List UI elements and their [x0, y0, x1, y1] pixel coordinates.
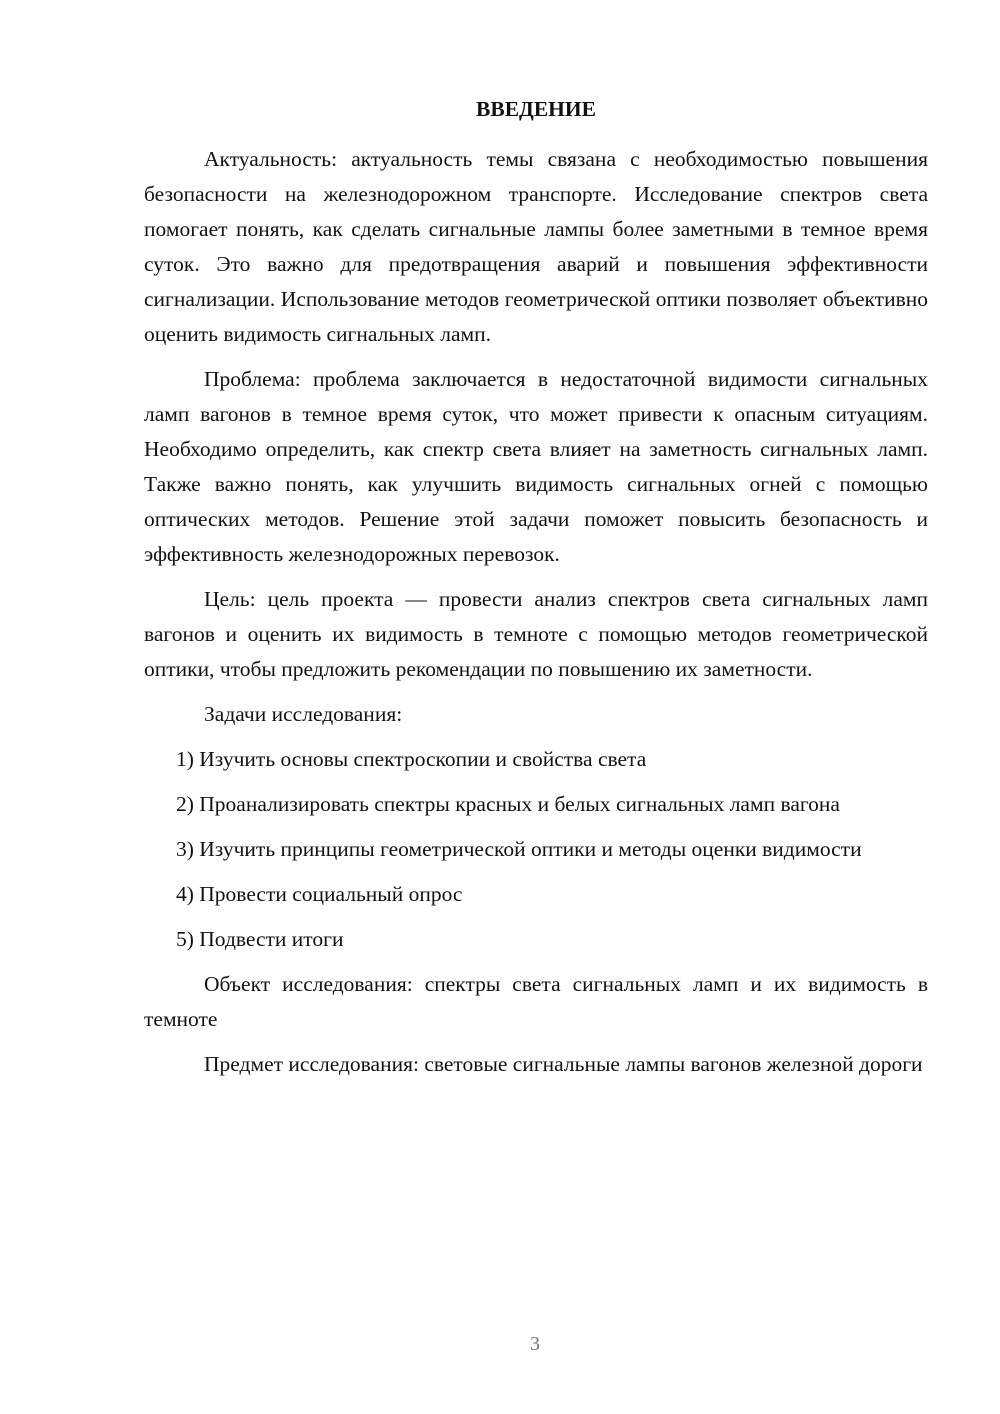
relevance-paragraph: Актуальность: актуальность темы связана с необходимостью повышения безопасности на железнодорожном транспорте. Исследование спектров света помогает понять, как сделать сигнальные лампы более заметными в темное время суток. Это важно для предотвращения аварий и повышения эффективности сигнализации. Использование методов геометрической оптики позволяет объективно оценить видимость сигнальных ламп.: [144, 147, 928, 346]
goal-paragraph: Цель: цель проекта — провести анализ спектров света сигнальных ламп вагонов и оценить их видимость в темноте с помощью методов геометрической оптики, чтобы предложить рекомендации по повышению их заметности.: [144, 587, 928, 681]
page-title: ВВЕДЕНИЕ: [476, 97, 596, 121]
task-item: 4) Провести социальный опрос: [176, 882, 463, 906]
tasks-heading: Задачи исследования:: [204, 702, 403, 726]
subject-paragraph: Предмет исследования: световые сигнальные лампы вагонов железной дороги: [204, 1052, 923, 1076]
page-number: 3: [530, 1333, 540, 1355]
task-item: 5) Подвести итоги: [176, 927, 344, 951]
object-paragraph: Объект исследования: спектры света сигнальных ламп и их видимость в темноте: [144, 972, 928, 1031]
task-item: 2) Проанализировать спектры красных и белых сигнальных ламп вагона: [176, 792, 840, 816]
problem-paragraph: Проблема: проблема заключается в недостаточной видимости сигнальных ламп вагонов в темное время суток, что может привести к опасным ситуациям. Необходимо определить, как спектр света влияет на заметность сигнальных ламп. Также важно понять, как улучшить видимость сигнальных огней с помощью оптических методов. Решение этой задачи поможет повысить безопасность и эффективность железнодорожных перевозок.: [144, 367, 928, 566]
task-item: 3) Изучить принципы геометрической оптики и методы оценки видимости: [176, 837, 862, 861]
task-item: 1) Изучить основы спектроскопии и свойства света: [176, 747, 647, 771]
page-content: [144, 92, 928, 1092]
